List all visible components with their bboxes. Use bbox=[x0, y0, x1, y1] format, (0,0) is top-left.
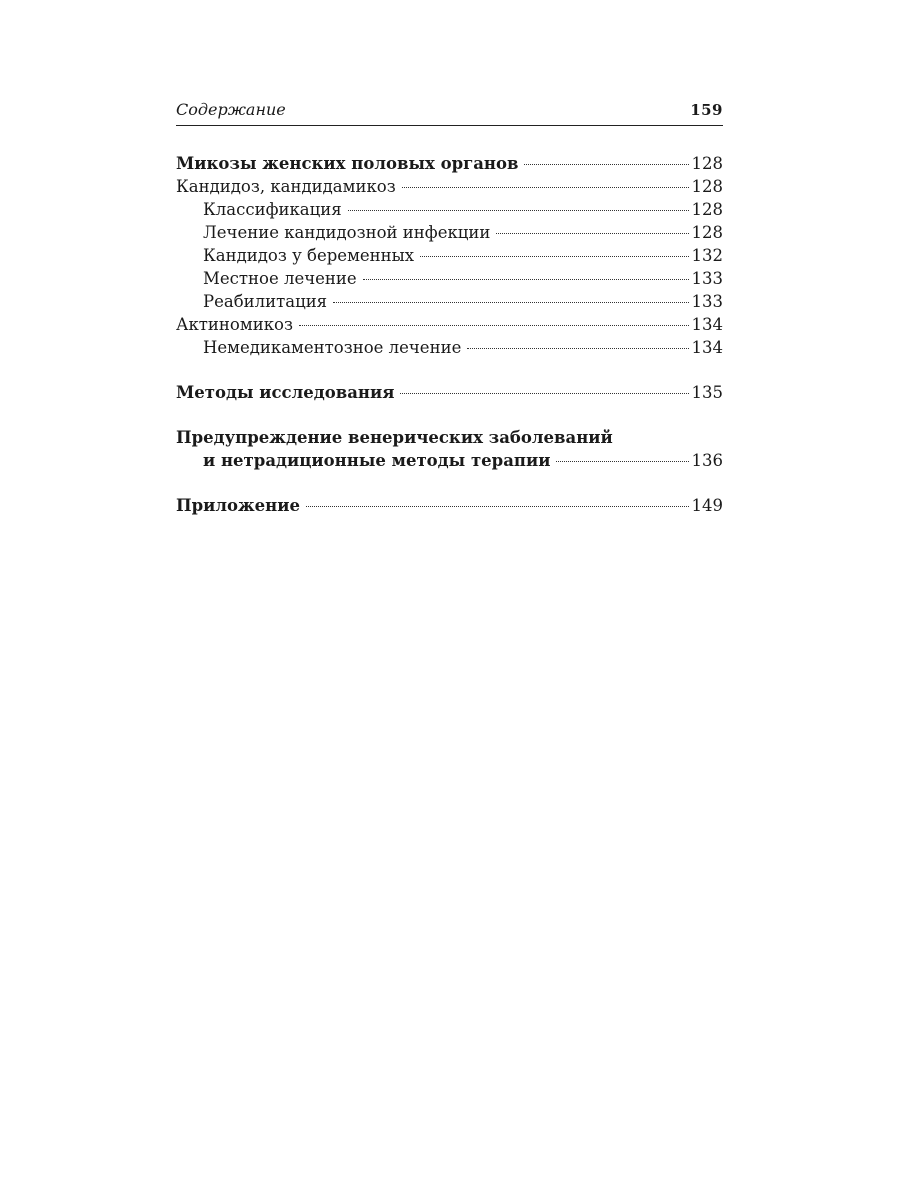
running-header-title: Содержание bbox=[176, 100, 286, 119]
toc-entry-page: 133 bbox=[691, 292, 723, 311]
leader-dots bbox=[363, 279, 689, 280]
toc-entry-page: 128 bbox=[691, 200, 723, 219]
book-page bbox=[176, 100, 723, 517]
leader-dots bbox=[467, 348, 688, 349]
toc-entry-candidiasis[interactable] bbox=[176, 175, 723, 198]
toc-entry-label: Классификация bbox=[203, 200, 342, 219]
toc-entry-label: Микозы женских половых органов bbox=[176, 154, 519, 173]
toc-entry-page: 132 bbox=[691, 246, 723, 265]
toc-entry-page: 133 bbox=[691, 269, 723, 288]
toc-entry-label: Кандидоз, кандидамикоз bbox=[176, 177, 396, 196]
leader-dots bbox=[348, 210, 689, 211]
toc-entry-prevention[interactable] bbox=[176, 449, 723, 472]
toc-entry-label: Местное лечение bbox=[203, 269, 357, 288]
section-gap bbox=[176, 359, 723, 381]
toc-entry-actinomycosis[interactable] bbox=[176, 313, 723, 336]
toc-entry-page: 134 bbox=[691, 338, 723, 357]
toc-entry-page: 128 bbox=[691, 154, 723, 173]
toc-entry-non-drug-treatment[interactable] bbox=[176, 336, 723, 359]
leader-dots bbox=[524, 164, 688, 165]
page-number: 159 bbox=[690, 101, 723, 119]
toc-entry-label: Реабилитация bbox=[203, 292, 328, 311]
toc-entry-page: 135 bbox=[691, 383, 723, 402]
toc-entry-methods[interactable] bbox=[176, 381, 723, 404]
toc-entry-classification[interactable] bbox=[176, 198, 723, 221]
leader-dots bbox=[556, 461, 688, 462]
toc-entry-page: 128 bbox=[691, 223, 723, 242]
leader-dots bbox=[306, 506, 689, 507]
leader-dots bbox=[402, 187, 689, 188]
toc-entry-appendix[interactable] bbox=[176, 494, 723, 517]
leader-dots bbox=[420, 256, 688, 257]
toc-entry-label: Методы исследования bbox=[176, 383, 395, 402]
toc-entry-label: Кандидоз у беременных bbox=[203, 246, 415, 265]
toc-entry-page: 149 bbox=[691, 496, 723, 515]
running-header bbox=[176, 100, 723, 126]
section-gap bbox=[176, 472, 723, 494]
leader-dots bbox=[333, 302, 688, 303]
toc-entry-page: 136 bbox=[691, 451, 723, 470]
toc-entry-label: Приложение bbox=[176, 496, 300, 515]
leader-dots bbox=[400, 393, 688, 394]
toc-entry-treatment[interactable] bbox=[176, 221, 723, 244]
table-of-contents bbox=[176, 152, 723, 517]
toc-entry-prevention-line1[interactable]: Предупреждение венерических заболеваний bbox=[176, 428, 613, 447]
toc-entry-label: Актиномикоз bbox=[176, 315, 293, 334]
section-gap bbox=[176, 404, 723, 426]
toc-entry-local-treatment[interactable] bbox=[176, 267, 723, 290]
toc-entry-mycoses[interactable] bbox=[176, 152, 723, 175]
toc-entry-rehabilitation[interactable] bbox=[176, 290, 723, 313]
toc-entry-page: 128 bbox=[691, 177, 723, 196]
leader-dots bbox=[299, 325, 689, 326]
toc-entry-pregnancy[interactable] bbox=[176, 244, 723, 267]
leader-dots bbox=[496, 233, 688, 234]
toc-entry-label: и нетрадиционные методы терапии bbox=[203, 451, 551, 470]
toc-entry-page: 134 bbox=[691, 315, 723, 334]
toc-entry-label: Лечение кандидозной инфекции bbox=[203, 223, 491, 242]
toc-entry-label: Немедикаментозное лечение bbox=[203, 338, 462, 357]
